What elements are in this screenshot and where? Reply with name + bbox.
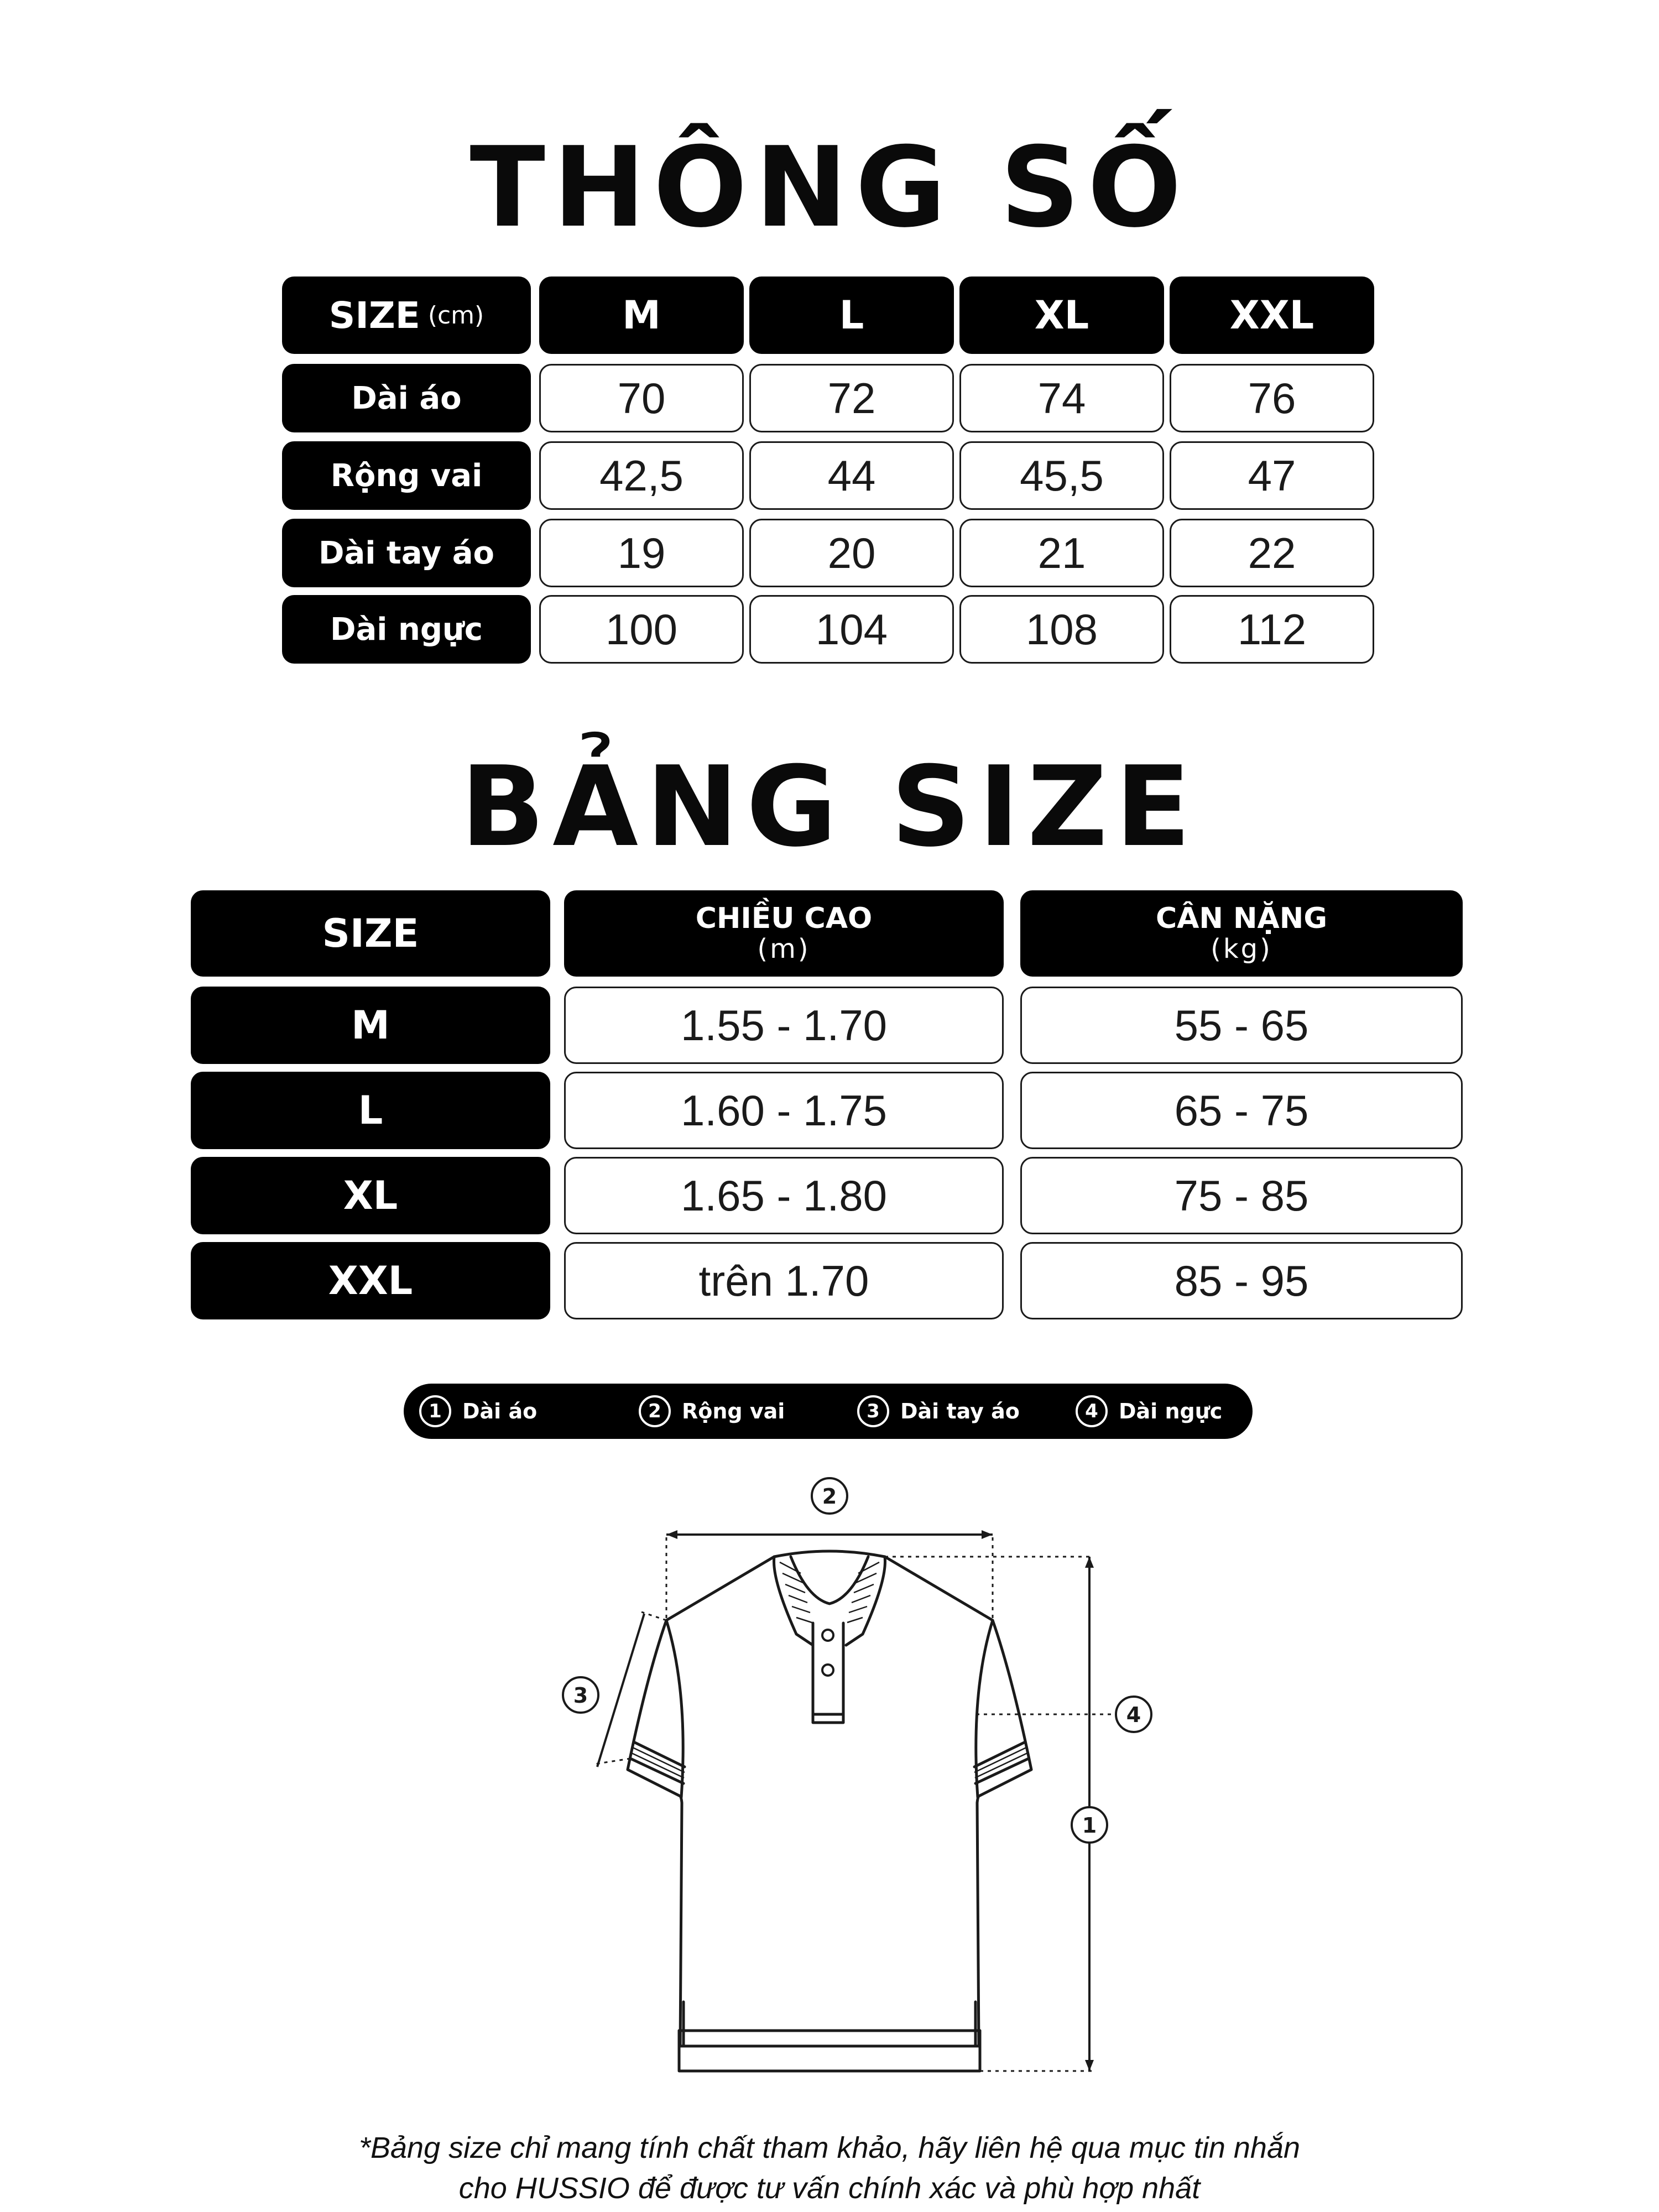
- size-chart-weight-cell: 55 - 65: [1020, 987, 1463, 1064]
- note-line-1: *Bảng size chỉ mang tính chất tham khảo, hãy liên hệ qua mục tin nhắn: [358, 2131, 1301, 2164]
- legend-label: Rộng vai: [682, 1399, 785, 1423]
- size-chart-weight-cell: 65 - 75: [1020, 1072, 1463, 1149]
- size-chart-height-cell: 1.65 - 1.80: [564, 1157, 1004, 1234]
- specs-cell: 44: [749, 441, 954, 510]
- size-chart-weight-cell: 75 - 85: [1020, 1157, 1463, 1234]
- legend-number: 4: [1076, 1395, 1108, 1427]
- legend-label: Dài áo: [462, 1399, 538, 1423]
- height-label: CHIỀU CAO: [695, 902, 873, 935]
- specs-cell: 42,5: [539, 441, 744, 510]
- specs-row-label: Dài tay áo: [282, 519, 531, 587]
- legend-number: 1: [419, 1395, 451, 1427]
- size-chart-height-cell: 1.60 - 1.75: [564, 1072, 1004, 1149]
- specs-cell: 112: [1170, 595, 1374, 664]
- marker-2: 2: [822, 1484, 837, 1509]
- size-chart-title: BẢNG SIZE: [460, 743, 1199, 872]
- specs-cell: 76: [1170, 364, 1374, 432]
- legend-label: Dài ngực: [1119, 1399, 1223, 1423]
- polo-shirt-diagram: [531, 1460, 1183, 2090]
- legend-number: 3: [857, 1395, 889, 1427]
- specs-header-l: L: [749, 276, 954, 354]
- size-chart-row-size: XL: [191, 1157, 550, 1234]
- specs-cell: 108: [959, 595, 1164, 664]
- specs-row-label: Dài ngực: [282, 595, 531, 664]
- weight-unit: (kg): [1211, 933, 1272, 965]
- specs-header-m: M: [539, 276, 744, 354]
- note-line-2: cho HUSSIO để được tư vấn chính xác và phù hợp nhất: [458, 2171, 1201, 2205]
- specs-size-label: SIZE: [328, 294, 420, 337]
- legend-item: [639, 1384, 785, 1439]
- marker-1: 1: [1082, 1813, 1097, 1838]
- size-chart-header-size: SIZE: [191, 890, 550, 977]
- specs-cell: 45,5: [959, 441, 1164, 510]
- specs-header-xl: XL: [959, 276, 1164, 354]
- marker-3: 3: [573, 1683, 588, 1708]
- specs-row-label: Rộng vai: [282, 441, 531, 510]
- specs-title: THÔNG SỐ: [469, 123, 1190, 252]
- specs-header-size: [282, 276, 531, 354]
- weight-label: CÂN NẶNG: [1156, 902, 1327, 935]
- specs-cell: 74: [959, 364, 1164, 432]
- specs-cell: 104: [749, 595, 954, 664]
- size-chart-header-height: [564, 890, 1004, 977]
- marker-4: 4: [1126, 1703, 1141, 1727]
- specs-cell: 100: [539, 595, 744, 664]
- specs-cell: 47: [1170, 441, 1374, 510]
- specs-header-xxl: XXL: [1170, 276, 1374, 354]
- specs-cell: 72: [749, 364, 954, 432]
- size-chart-height-cell: trên 1.70: [564, 1242, 1004, 1319]
- legend-label: Dài tay áo: [900, 1399, 1020, 1423]
- specs-cell: 70: [539, 364, 744, 432]
- size-chart-height-cell: 1.55 - 1.70: [564, 987, 1004, 1064]
- legend-item: [1076, 1384, 1222, 1439]
- legend-number: 2: [639, 1395, 671, 1427]
- specs-cell: 21: [959, 519, 1164, 587]
- specs-cell: 19: [539, 519, 744, 587]
- measurement-legend: [404, 1384, 1253, 1439]
- size-chart-row-size: XXL: [191, 1242, 550, 1319]
- height-unit: (m): [757, 933, 811, 965]
- size-chart-row-size: M: [191, 987, 550, 1064]
- disclaimer-note: [0, 2128, 1659, 2209]
- size-chart-row-size: L: [191, 1072, 550, 1149]
- specs-unit-label: (cm): [427, 301, 484, 330]
- legend-item: [419, 1384, 537, 1439]
- size-chart-header-weight: [1020, 890, 1463, 977]
- specs-row-label: Dài áo: [282, 364, 531, 432]
- legend-item: [857, 1384, 1020, 1439]
- size-chart-weight-cell: 85 - 95: [1020, 1242, 1463, 1319]
- specs-cell: 22: [1170, 519, 1374, 587]
- specs-cell: 20: [749, 519, 954, 587]
